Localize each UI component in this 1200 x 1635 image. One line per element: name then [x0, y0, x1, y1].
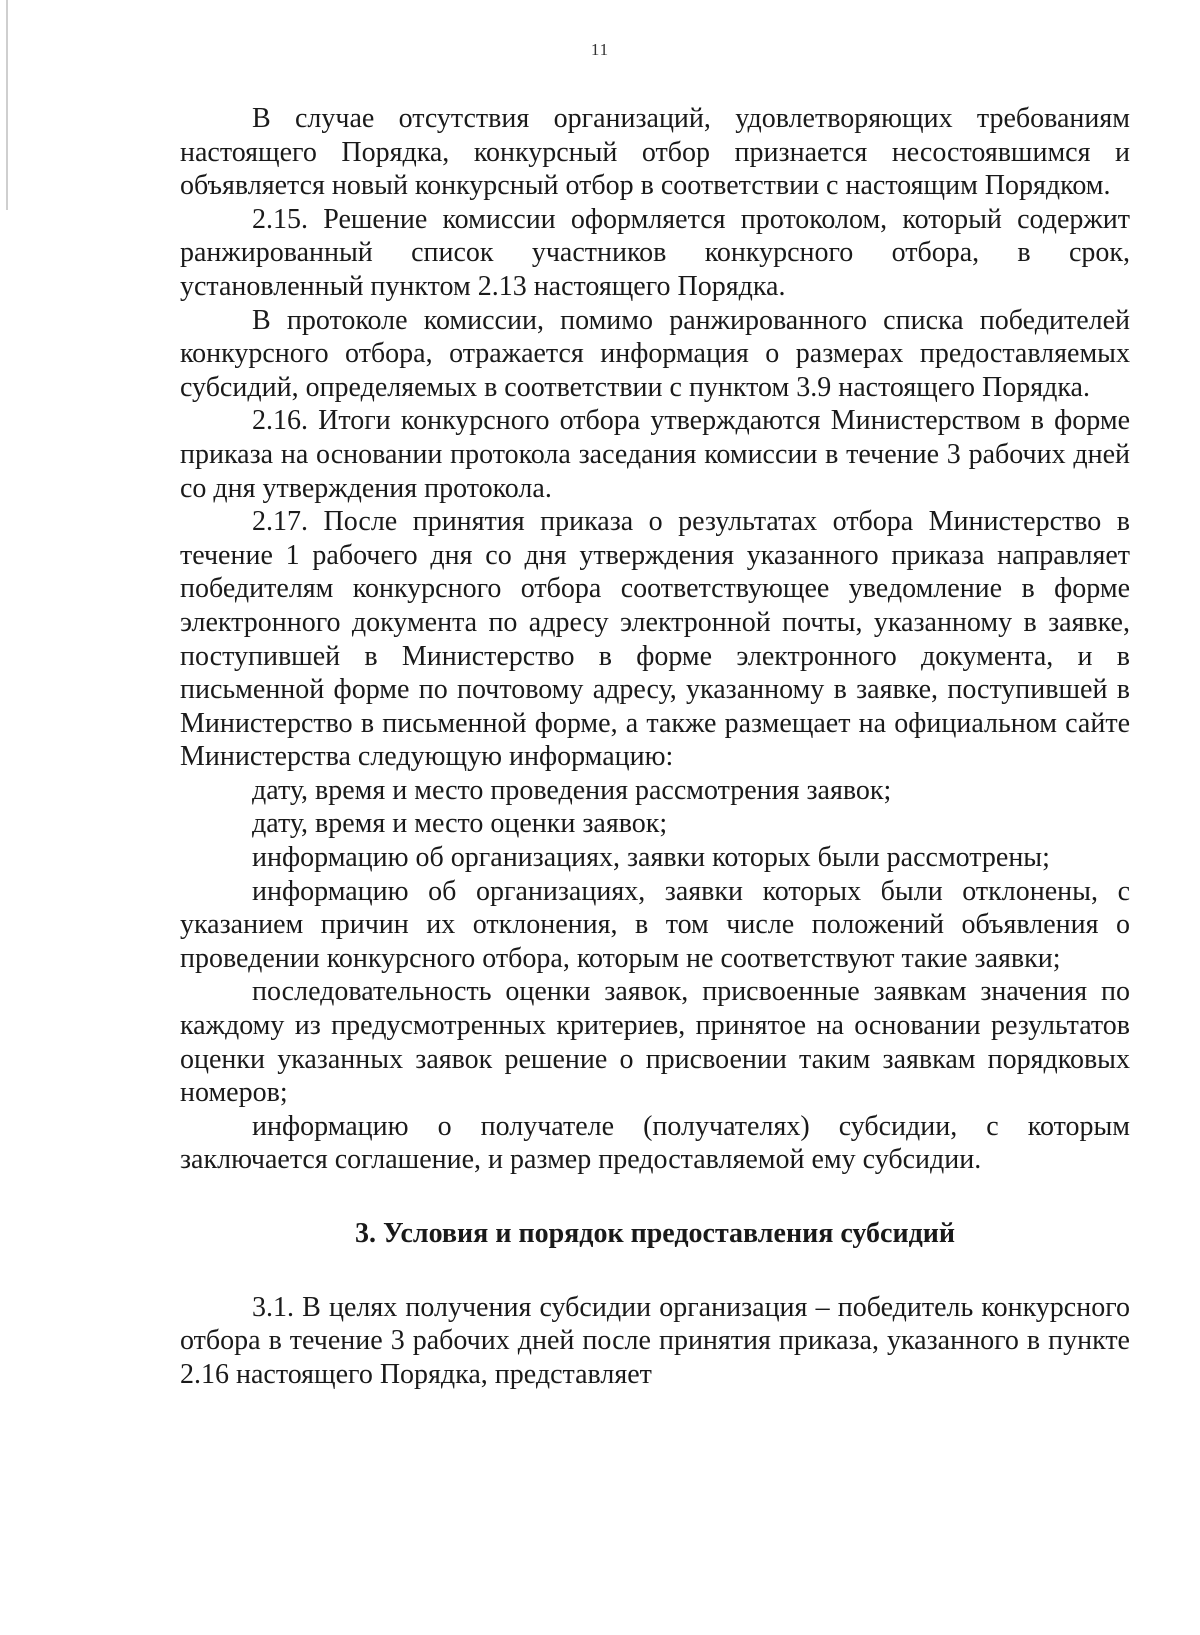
list-item-reviewed-organizations: информацию об организациях, заявки которых были рассмотрены;	[252, 842, 1050, 874]
list-item-subsidy-recipient: информацию о получателе (получателях) субсидии, с которым заключается соглашение, и размер предоставляемой ему субсидии.	[180, 1110, 1130, 1176]
list-item-evaluation-date: дату, время и место оценки заявок;	[252, 808, 668, 840]
list-item-evaluation-sequence: последовательность оценки заявок, присвоенные заявкам значения по каждому из предусмотренных критериев, принятое на основании результатов оценки указанных заявок решение о присвоении таким заявкам порядковых номеров;	[180, 976, 1130, 1109]
paragraph-2-17: 2.17. После принятия приказа о результатах отбора Министерство в течение 1 рабочего дня со дня утверждения указанного приказа направляет победителям конкурсного отбора соответствующее уведомление в форме электронного документа по адресу электронной почты, указанному в заявке, поступившей в Министерство в форме электронного документа, и в письменной форме по почтовому адресу, указанному в заявке, поступившей в Министерство в письменной форме, а также размещает на официальном сайте Министерства следующую информацию:	[180, 506, 1130, 773]
list-item-rejected-organizations: информацию об организациях, заявки которых были отклонены, с указанием причин их отклонения, в том числе положений объявления о проведении конкурсного отбора, которым не соответствуют такие заявки;	[180, 875, 1130, 974]
scan-edge-mark	[6, 0, 8, 210]
page-number: 11	[590, 40, 610, 59]
document-body	[180, 102, 1130, 1391]
paragraph-no-organizations: В случае отсутствия организаций, удовлетворяющих требованиям настоящего Порядка, конкурсный отбор признается несостоявшимся и объявляется новый конкурсный отбор в соответствии с настоящим Порядком.	[180, 103, 1130, 202]
paragraph-2-16: 2.16. Итоги конкурсного отбора утверждаются Министерством в форме приказа на основании протокола заседания комиссии в течение 3 рабочих дней со дня утверждения протокола.	[180, 405, 1130, 504]
paragraph-3-1: 3.1. В целях получения субсидии организация – победитель конкурсного отбора в течение 3 рабочих дней после принятия приказа, указанного в пункте 2.16 настоящего Порядка, представляет	[180, 1291, 1130, 1390]
section-heading: 3. Условия и порядок предоставления субсидий	[354, 1218, 956, 1249]
list-item-review-date: дату, время и место проведения рассмотрения заявок;	[252, 774, 892, 806]
paragraph-protocol-info: В протоколе комиссии, помимо ранжированного списка победителей конкурсного отбора, отражается информация о размерах предоставляемых субсидий, определяемых в соответствии с пунктом 3.9 настоящего Порядка.	[180, 304, 1130, 403]
paragraph-2-15: 2.15. Решение комиссии оформляется протоколом, который содержит ранжированный список участников конкурсного отбора, в срок, установленный пунктом 2.13 настоящего Порядка.	[180, 203, 1130, 302]
